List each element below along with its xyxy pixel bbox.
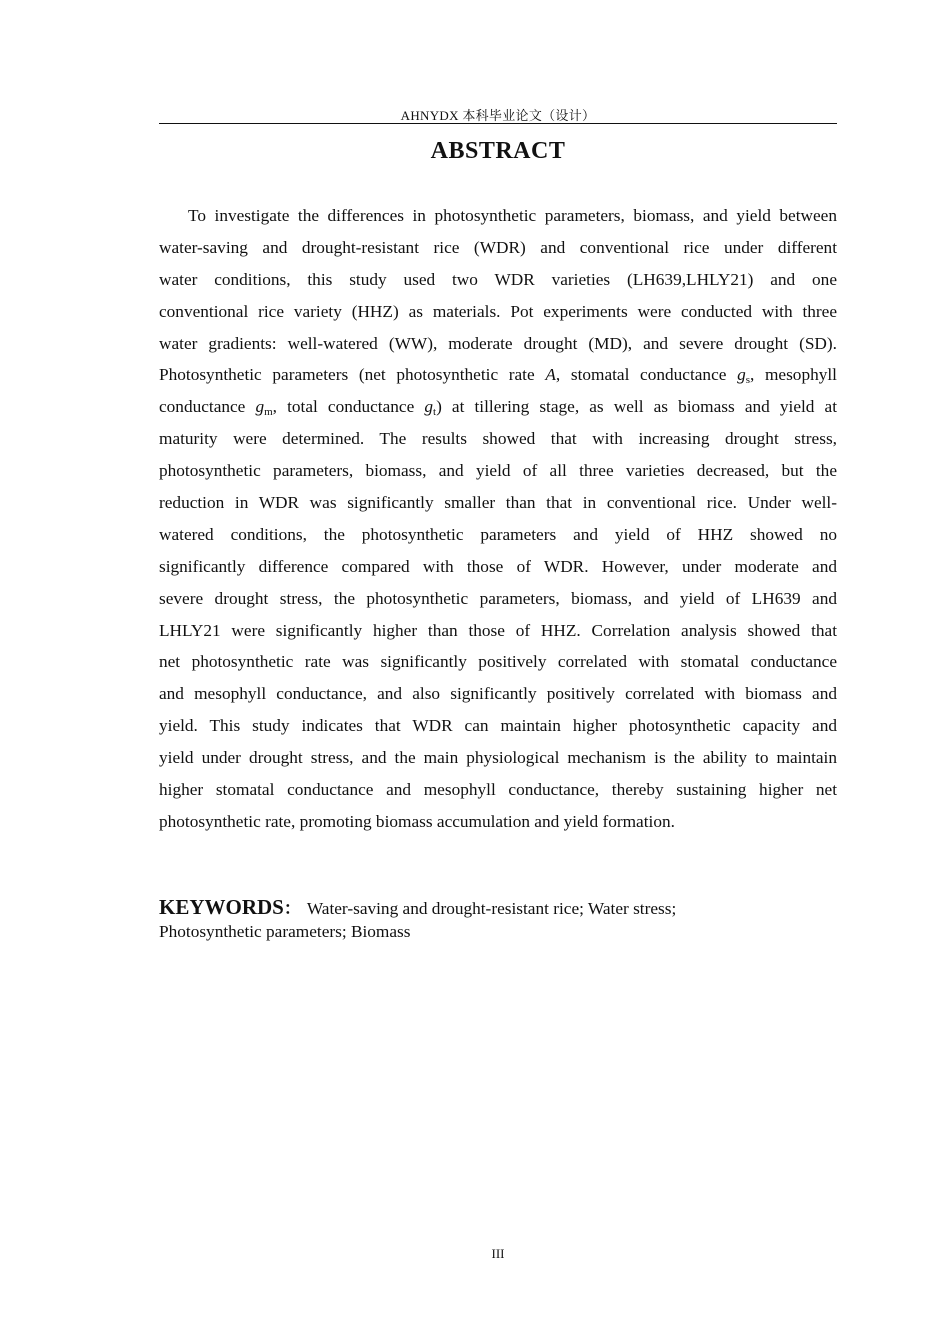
- abstract-line: water conditions, this study used two WDR varieties (LH639,LHLY21) and one: [159, 269, 837, 289]
- keywords-separator: ：: [283, 899, 301, 918]
- keywords-text: Water-saving and drought-resistant rice; Water stress;: [306, 899, 677, 918]
- abstract-line: severe drought stress, the photosynthetic parameters, biomass, and yield of LH639 and: [159, 588, 837, 608]
- keywords-line: Photosynthetic parameters; Biomass: [159, 922, 411, 941]
- page-number: III: [491, 1246, 505, 1261]
- symbol-subscript: s: [745, 374, 750, 387]
- abstract-line: photosynthetic parameters, biomass, and yield of all three varieties decreased, but the: [159, 461, 837, 481]
- abstract-text: , stomatal conductance: [555, 365, 738, 385]
- abstract-line: reduction in WDR was significantly smaller than that in conventional rice. Under well-: [159, 493, 837, 513]
- symbol-total: g: [424, 397, 434, 417]
- symbol-mesophyll: g: [255, 397, 265, 417]
- symbol-subscript: m: [264, 406, 273, 419]
- abstract-line: conventional rice variety (HHZ) as materials. Pot experiments were conducted with three: [159, 301, 837, 321]
- keywords-block: [159, 896, 837, 943]
- abstract-line: net photosynthetic rate was significantly positively correlated with stomatal conductance: [159, 652, 837, 672]
- symbol-subscript: t: [433, 406, 437, 419]
- abstract-line: watered conditions, the photosynthetic parameters and yield of HHZ showed no: [159, 524, 837, 544]
- abstract-line: To investigate the differences in photosynthetic parameters, biomass, and yield between: [188, 206, 837, 225]
- abstract-text: , total conductance: [272, 397, 425, 417]
- abstract-line: yield. This study indicates that WDR can maintain higher photosynthetic capacity and: [159, 716, 837, 736]
- keywords-label: KEYWORDS: [159, 895, 284, 919]
- abstract-line: photosynthetic rate, promoting biomass accumulation and yield formation.: [159, 811, 675, 831]
- symbol-net-rate: A: [545, 365, 556, 385]
- abstract-text: , mesophyll: [750, 365, 837, 385]
- abstract-line: yield under drought stress, and the main physiological mechanism is the ability to maintain: [159, 748, 837, 768]
- abstract-line: maturity were determined. The results showed that with increasing drought stress,: [159, 429, 837, 449]
- abstract-text: Photosynthetic parameters (net photosynthetic rate: [159, 365, 546, 385]
- header-rule: [159, 123, 837, 124]
- abstract-body: [159, 200, 837, 838]
- abstract-line: higher stomatal conductance and mesophyll conductance, thereby sustaining higher net: [159, 780, 837, 800]
- abstract-text: conductance: [159, 397, 256, 417]
- abstract-line: [159, 359, 837, 391]
- symbol-stomatal: g: [737, 365, 746, 385]
- abstract-text: ) at tillering stage, as well as biomass and yield at: [436, 397, 838, 417]
- abstract-line: and mesophyll conductance, and also significantly positively correlated with biomass and: [159, 684, 837, 704]
- keywords-line: [159, 896, 837, 920]
- abstract-line: [159, 391, 837, 423]
- running-header: AHNYDX 本科毕业论文（设计）: [400, 108, 596, 123]
- abstract-line: significantly difference compared with those of WDR. However, under moderate and: [159, 556, 837, 576]
- abstract-title: ABSTRACT: [430, 138, 566, 164]
- abstract-line: water gradients: well-watered (WW), moderate drought (MD), and severe drought (SD).: [159, 333, 837, 353]
- abstract-line: LHLY21 were significantly higher than those of HHZ. Correlation analysis showed that: [159, 620, 837, 640]
- abstract-line: water-saving and drought-resistant rice (WDR) and conventional rice under different: [159, 237, 837, 257]
